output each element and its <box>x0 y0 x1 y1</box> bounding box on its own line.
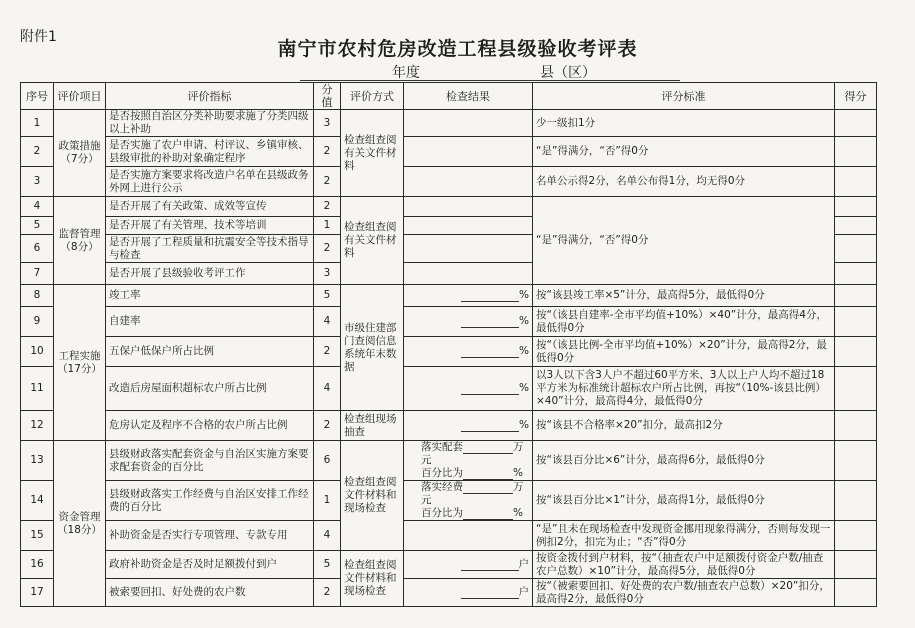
year-label: 年度 <box>392 65 420 81</box>
row-indicator: 政府补助资金是否及时足额拨付到户 <box>106 551 314 579</box>
table-row <box>21 197 877 217</box>
row-indicator: 五保户低保户所占比例 <box>106 337 314 367</box>
score-cell[interactable] <box>835 263 877 285</box>
year-county-line <box>300 62 680 81</box>
row-score: 2 <box>314 337 341 367</box>
row-standard: 按“该县不合格率×20”扣分，最高扣2分 <box>533 411 835 441</box>
fund-label: 落实配套 <box>421 441 463 453</box>
row-no: 16 <box>21 551 54 579</box>
row-indicator: 被索要回扣、好处费的农户数 <box>106 579 314 607</box>
row-indicator: 危房认定及程序不合格的农户所占比例 <box>106 411 314 441</box>
result-cell[interactable] <box>404 167 533 197</box>
attachment-label: 附件1 <box>20 29 57 45</box>
fund-label: 落实经费 <box>421 481 463 493</box>
header-item: 评价项目 <box>54 83 106 110</box>
score-cell[interactable] <box>835 217 877 235</box>
method-3: 市级住建部门查阅信息系统年末数据 <box>341 285 404 411</box>
result-cell[interactable] <box>404 307 533 337</box>
row-no: 1 <box>21 110 54 137</box>
row-indicator: 县级财政落实配套资金与自治区实施方案要求配套资金的百分比 <box>106 441 314 481</box>
score-cell[interactable] <box>835 167 877 197</box>
table-row <box>21 441 877 481</box>
header-standard: 评分标准 <box>533 83 835 110</box>
score-cell[interactable] <box>835 137 877 167</box>
row-standard: 按“（该县比例-全市平均值+10%）×20”计分，最高得2分，最低得0分 <box>533 337 835 367</box>
header-got: 得分 <box>835 83 877 110</box>
row-score: 5 <box>314 285 341 307</box>
row-score: 2 <box>314 411 341 441</box>
row-score: 2 <box>314 235 341 263</box>
row-no: 7 <box>21 263 54 285</box>
row-no: 3 <box>21 167 54 197</box>
row-no: 2 <box>21 137 54 167</box>
score-cell[interactable] <box>835 411 877 441</box>
row-no: 15 <box>21 521 54 551</box>
table-row <box>21 579 877 607</box>
row-no: 13 <box>21 441 54 481</box>
score-cell[interactable] <box>835 110 877 137</box>
row-no: 14 <box>21 481 54 521</box>
header-indicator: 评价指标 <box>106 83 314 110</box>
row-indicator: 是否开展了县级验收考评工作 <box>106 263 314 285</box>
result-cell[interactable] <box>404 197 533 217</box>
group-policy: 政策措施（7分） <box>54 110 106 197</box>
pct-unit: % <box>519 315 529 327</box>
fund-unit: % <box>513 507 523 519</box>
row-indicator: 改造后房屋面积超标农户所占比例 <box>106 367 314 411</box>
row-indicator: 是否按照自治区分类补助要求施了分类四级以上补助 <box>106 110 314 137</box>
group-funds: 资金管理（18分） <box>54 441 106 607</box>
score-cell[interactable] <box>835 521 877 551</box>
table-row <box>21 167 877 197</box>
row-indicator: 是否实施了农户申请、村评议、乡镇审核、县级审批的补助对象确定程序 <box>106 137 314 167</box>
row-score: 3 <box>314 263 341 285</box>
row-score: 2 <box>314 137 341 167</box>
method-4: 检查组现场抽查 <box>341 411 404 441</box>
score-cell[interactable] <box>835 551 877 579</box>
row-no: 4 <box>21 197 54 217</box>
row-standard: “是”且未在现场检查中发现资金挪用现象得满分，否则每发现一例扣2分，扣完为止；“否”得0分 <box>533 521 835 551</box>
table-row <box>21 337 877 367</box>
fund-unit: 万元 <box>421 481 524 506</box>
method-6: 检查组查阅文件材料和现场检查 <box>341 551 404 607</box>
fund-label: 百分比为 <box>421 467 463 479</box>
table-row <box>21 411 877 441</box>
row-no: 10 <box>21 337 54 367</box>
row-score: 2 <box>314 167 341 197</box>
table-row <box>21 551 877 579</box>
table-header <box>21 83 877 110</box>
row-score: 1 <box>314 481 341 521</box>
standard-supervise: “是”得满分，“否”得0分 <box>533 197 835 285</box>
table-row <box>21 285 877 307</box>
header-no: 序号 <box>21 83 54 110</box>
page-title: 南宁市农村危房改造工程县级验收考评表 <box>277 38 638 60</box>
header-score: 分值 <box>314 83 341 110</box>
row-score: 2 <box>314 197 341 217</box>
row-indicator: 是否开展了有关管理、技术等培训 <box>106 217 314 235</box>
row-indicator: 竣工率 <box>106 285 314 307</box>
county-label: 县（区） <box>540 65 596 81</box>
row-standard: 少一级扣1分 <box>533 110 835 137</box>
household-unit: 户 <box>518 558 529 570</box>
row-standard: “是”得满分，“否”得0分 <box>533 137 835 167</box>
row-standard: 按“（被索要回扣、好处费的农户数/抽查农户总数）×20”扣分，最高得2分，最低得0分 <box>533 579 835 607</box>
fund-unit: 万元 <box>421 441 524 466</box>
method-2: 检查组查阅有关文件材料 <box>341 197 404 285</box>
result-cell[interactable] <box>404 551 533 579</box>
row-score: 4 <box>314 521 341 551</box>
fund-unit: % <box>513 467 523 479</box>
row-indicator: 是否开展了有关政策、成效等宣传 <box>106 197 314 217</box>
group-implement: 工程实施（17分） <box>54 285 106 441</box>
pct-unit: % <box>519 382 529 394</box>
result-cell[interactable] <box>404 217 533 235</box>
header-result: 检查结果 <box>404 83 533 110</box>
row-indicator: 自建率 <box>106 307 314 337</box>
row-no: 17 <box>21 579 54 607</box>
table-row <box>21 481 877 521</box>
row-score: 4 <box>314 367 341 411</box>
pct-unit: % <box>519 419 529 431</box>
result-cell[interactable] <box>404 411 533 441</box>
score-cell[interactable] <box>835 235 877 263</box>
row-standard: 按“（该县自建率-全市平均值+10%）×40”计分，最高得4分，最低得0分 <box>533 307 835 337</box>
row-indicator: 补助资金是否实行专项管理、专款专用 <box>106 521 314 551</box>
household-unit: 户 <box>518 586 529 598</box>
row-no: 9 <box>21 307 54 337</box>
result-cell[interactable] <box>404 235 533 263</box>
row-indicator: 是否实施方案要求将改造户名单在县级政务外网上进行公示 <box>106 167 314 197</box>
row-score: 5 <box>314 551 341 579</box>
row-no: 6 <box>21 235 54 263</box>
row-no: 12 <box>21 411 54 441</box>
method-1: 检查组查阅有关文件材料 <box>341 110 404 197</box>
result-cell[interactable] <box>404 441 533 481</box>
header-method: 评价方式 <box>341 83 404 110</box>
row-score: 2 <box>314 579 341 607</box>
row-no: 11 <box>21 367 54 411</box>
fund-label: 百分比为 <box>421 507 463 519</box>
row-indicator: 县级财政落实工作经费与自治区安排工作经费的百分比 <box>106 481 314 521</box>
table-row <box>21 307 877 337</box>
row-score: 6 <box>314 441 341 481</box>
score-cell[interactable] <box>835 481 877 521</box>
score-cell[interactable] <box>835 197 877 217</box>
method-5: 检查组查阅文件材料和现场检查 <box>341 441 404 551</box>
score-cell[interactable] <box>835 307 877 337</box>
result-cell[interactable] <box>404 521 533 551</box>
table-row <box>21 521 877 551</box>
result-cell[interactable] <box>404 137 533 167</box>
row-no: 5 <box>21 217 54 235</box>
row-standard: 按“该县百分比×6”计分，最高得6分，最低得0分 <box>533 441 835 481</box>
table-row <box>21 110 877 137</box>
result-cell[interactable] <box>404 263 533 285</box>
group-supervise: 监督管理（8分） <box>54 197 106 285</box>
row-score: 1 <box>314 217 341 235</box>
row-score: 3 <box>314 110 341 137</box>
result-cell[interactable] <box>404 285 533 307</box>
evaluation-table <box>20 82 877 607</box>
pct-unit: % <box>519 289 529 301</box>
score-cell[interactable] <box>835 367 877 411</box>
row-standard: 以3人以下含3人户不超过60平方米、3人以上户人均不超过18平方米为标准统计超标农户所占比例，再按“（10%-该县比例）×40”计分，最高得4分，最低得0分 <box>533 367 835 411</box>
row-no: 8 <box>21 285 54 307</box>
table-row <box>21 367 877 411</box>
result-cell[interactable] <box>404 110 533 137</box>
row-score: 4 <box>314 307 341 337</box>
result-cell[interactable] <box>404 367 533 411</box>
table-row <box>21 137 877 167</box>
score-cell[interactable] <box>835 337 877 367</box>
result-cell[interactable] <box>404 481 533 521</box>
score-cell[interactable] <box>835 285 877 307</box>
score-cell[interactable] <box>835 579 877 607</box>
result-cell[interactable] <box>404 579 533 607</box>
score-cell[interactable] <box>835 441 877 481</box>
pct-unit: % <box>519 345 529 357</box>
row-indicator: 是否开展了工程质量和抗震安全等技术指导与检查 <box>106 235 314 263</box>
row-standard: 按“该县百分比×1”计分，最高得1分，最低得0分 <box>533 481 835 521</box>
row-standard: 按“该县竣工率×5”计分，最高得5分，最低得0分 <box>533 285 835 307</box>
result-cell[interactable] <box>404 337 533 367</box>
row-standard: 按资金拨付到户材料，按“（抽查农户中足额拨付资金户数/抽查农户总数）×10”计分，最高得5分，最低得0分 <box>533 551 835 579</box>
row-standard: 名单公示得2分，名单公布得1分，均无得0分 <box>533 167 835 197</box>
